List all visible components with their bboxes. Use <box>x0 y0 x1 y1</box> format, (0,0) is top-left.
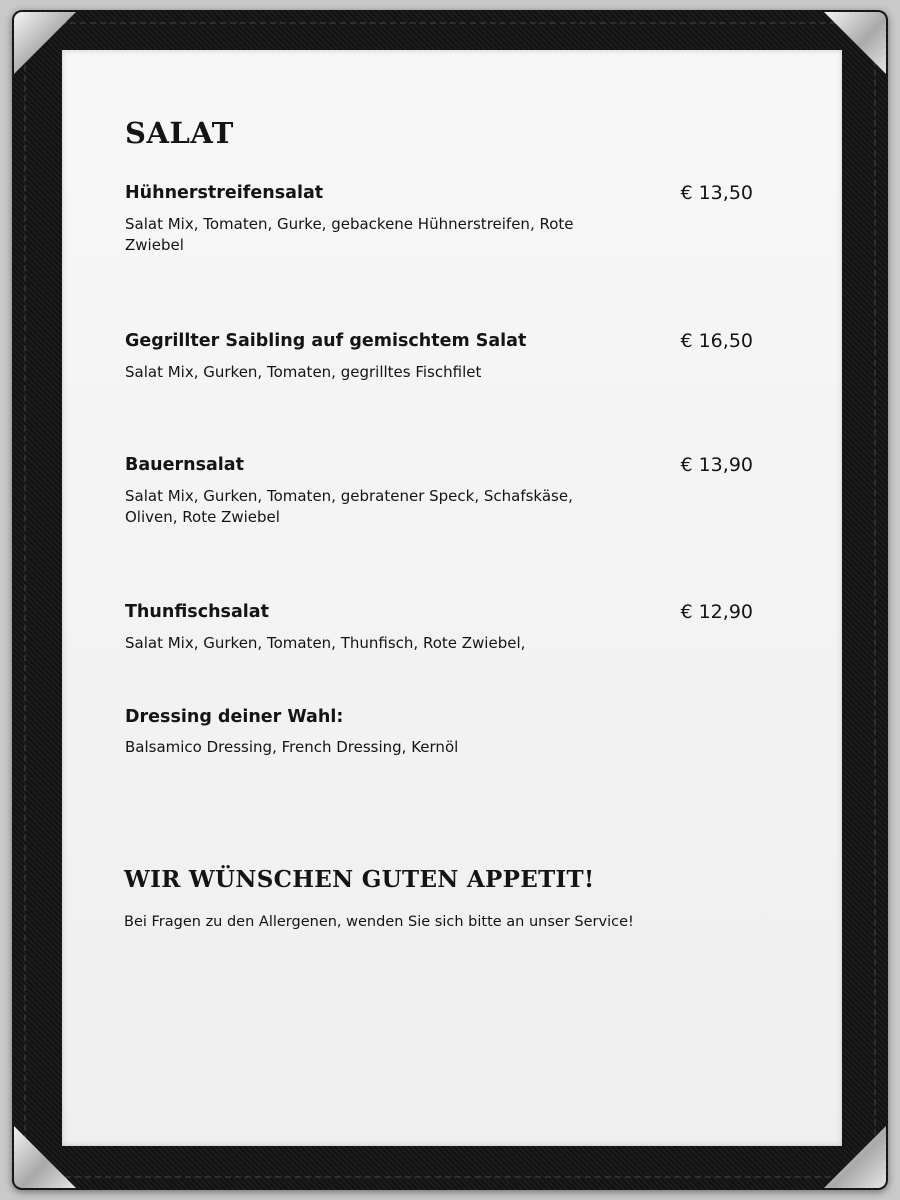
dressing-title: Dressing deiner Wahl: <box>125 707 344 727</box>
allergen-note: Bei Fragen zu den Allergenen, wenden Sie sich bitte an unser Service! <box>124 914 634 930</box>
menu-item <box>125 601 753 654</box>
menu-item <box>125 454 753 528</box>
item-price: € 12,90 <box>680 601 753 623</box>
item-description: Salat Mix, Tomaten, Gurke, gebackene Hühnerstreifen, Rote Zwiebel <box>125 215 574 254</box>
dressing-options: Balsamico Dressing, French Dressing, Kernöl <box>125 738 459 756</box>
section-title: SALAT <box>125 116 234 150</box>
item-description: Salat Mix, Gurken, Tomaten, gegrilltes Fischfilet <box>125 363 482 381</box>
menu-page <box>62 50 842 1146</box>
item-price: € 13,90 <box>680 454 753 476</box>
item-name: Bauernsalat <box>125 455 244 475</box>
item-name: Thunfischsalat <box>125 602 269 622</box>
item-price: € 16,50 <box>680 330 753 352</box>
closing-title: WIR WÜNSCHEN GUTEN APPETIT! <box>124 866 595 893</box>
item-description: Salat Mix, Gurken, Tomaten, gebratener Speck, Schafskäse, Oliven, Rote Zwiebel <box>125 487 573 526</box>
item-description: Salat Mix, Gurken, Tomaten, Thunfisch, Rote Zwiebel, <box>125 634 526 652</box>
item-name: Hühnerstreifensalat <box>125 183 324 203</box>
menu-item <box>125 182 753 256</box>
item-price: € 13,50 <box>680 182 753 204</box>
item-name: Gegrillter Saibling auf gemischtem Salat <box>125 331 527 351</box>
menu-item <box>125 330 753 383</box>
